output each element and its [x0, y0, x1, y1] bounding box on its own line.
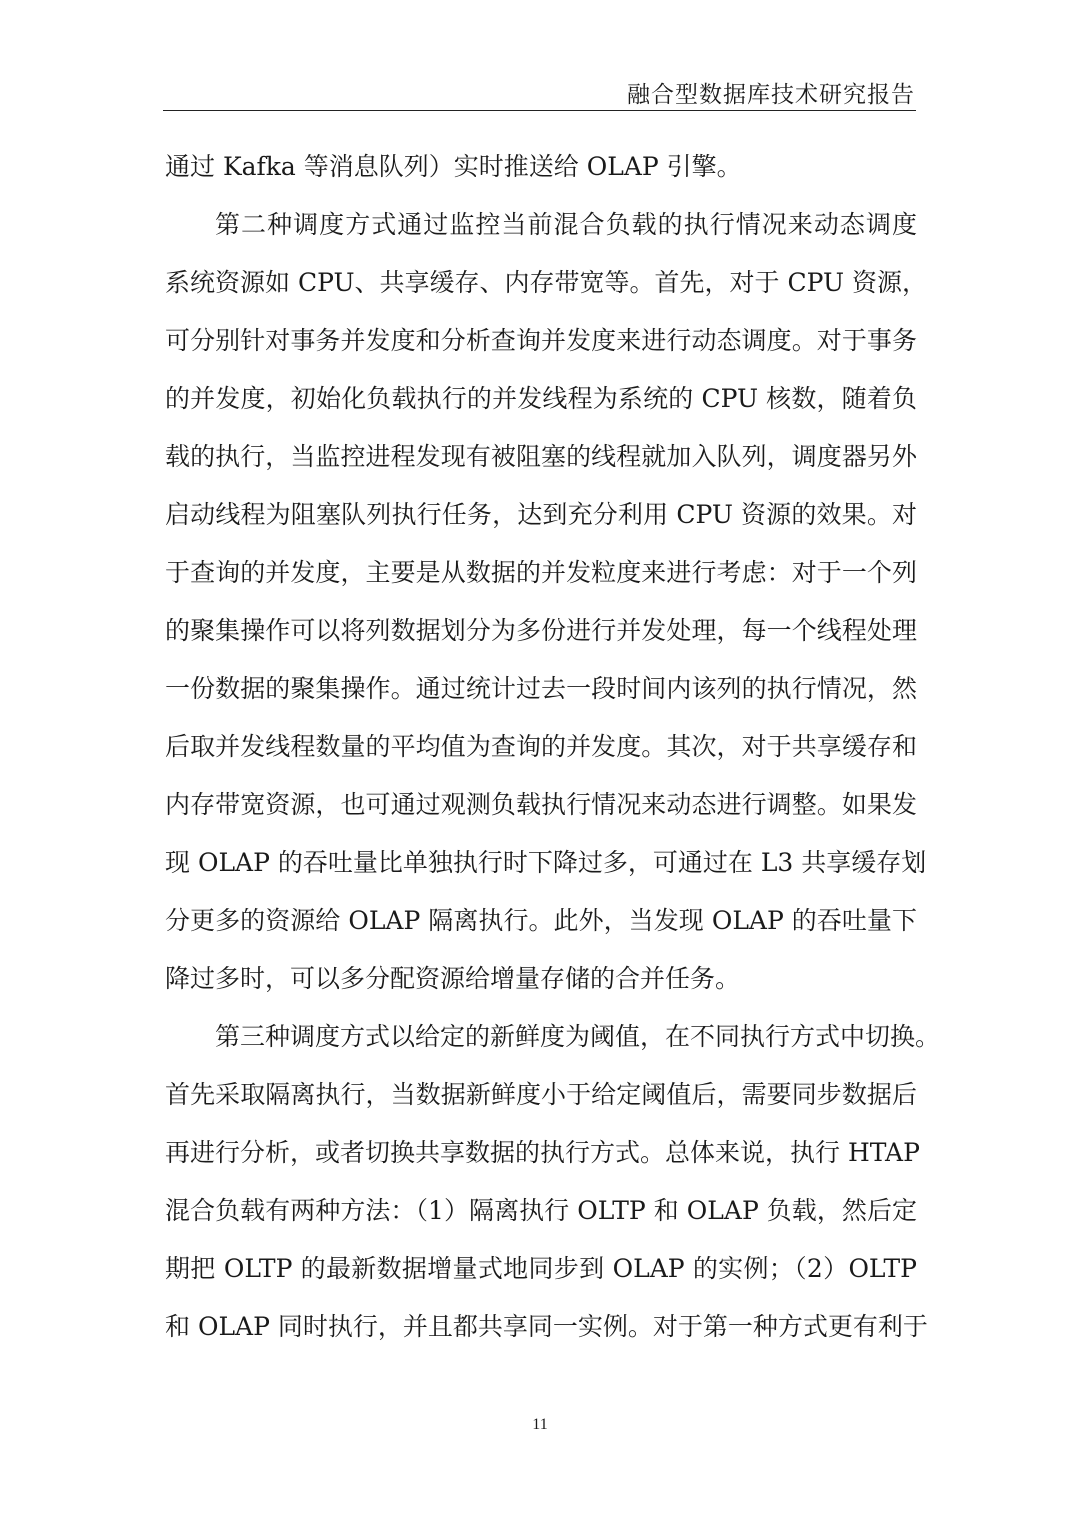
text-line: 的聚集操作可以将列数据划分为多份进行并发处理，每一个线程处理: [165, 616, 917, 645]
text-line: 于查询的并发度，主要是从数据的并发粒度来进行考虑：对于一个列: [165, 558, 917, 587]
text-line: 混合负载有两种方法：（1）隔离执行 OLTP 和 OLAP 负载，然后定: [165, 1196, 917, 1225]
text-line: 后取并发线程数量的平均值为查询的并发度。其次，对于共享缓存和: [165, 732, 917, 761]
text-line: 的并发度，初始化负载执行的并发线程为系统的 CPU 核数，随着负: [165, 384, 917, 413]
text-line: 分更多的资源给 OLAP 隔离执行。此外，当发现 OLAP 的吞吐量下: [165, 906, 917, 935]
text-line: 再进行分析，或者切换共享数据的执行方式。总体来说，执行 HTAP: [165, 1138, 920, 1167]
paragraph-first-line: 第二种调度方式通过监控当前混合负载的执行情况来动态调度: [215, 210, 917, 239]
text-line: 内存带宽资源，也可通过观测负载执行情况来动态进行调整。如果发: [165, 790, 917, 819]
text-line: 降过多时，可以多分配资源给增量存储的合并任务。: [165, 964, 741, 993]
text-line: 系统资源如 CPU、共享缓存、内存带宽等。首先，对于 CPU 资源，: [165, 268, 928, 297]
text-line: 一份数据的聚集操作。通过统计过去一段时间内该列的执行情况，然: [165, 674, 917, 703]
text-line: 和 OLAP 同时执行，并且都共享同一实例。对于第一种方式更有利于: [165, 1312, 928, 1341]
text-line: 期把 OLTP 的最新数据增量式地同步到 OLAP 的实例；（2）OLTP: [165, 1254, 917, 1283]
text-line: 可分别针对事务并发度和分析查询并发度来进行动态调度。对于事务: [165, 326, 917, 355]
text-line: 载的执行，当监控进程发现有被阻塞的线程就加入队列，调度器另外: [165, 442, 917, 471]
running-header-title: 融合型数据库技术研究报告: [627, 82, 915, 108]
text-line: 通过 Kafka 等消息队列）实时推送给 OLAP 引擎。: [165, 152, 742, 181]
text-line: 现 OLAP 的吞吐量比单独执行时下降过多，可通过在 L3 共享缓存划: [165, 848, 927, 877]
paragraph-first-line: 第三种调度方式以给定的新鲜度为阈值，在不同执行方式中切换。: [215, 1022, 941, 1051]
text-line: 启动线程为阻塞队列执行任务，达到充分利用 CPU 资源的效果。对: [165, 500, 917, 529]
text-line: 首先采取隔离执行，当数据新鲜度小于给定阈值后，需要同步数据后: [165, 1080, 917, 1109]
page-number: 11: [532, 1416, 548, 1433]
header-divider: [163, 110, 916, 111]
